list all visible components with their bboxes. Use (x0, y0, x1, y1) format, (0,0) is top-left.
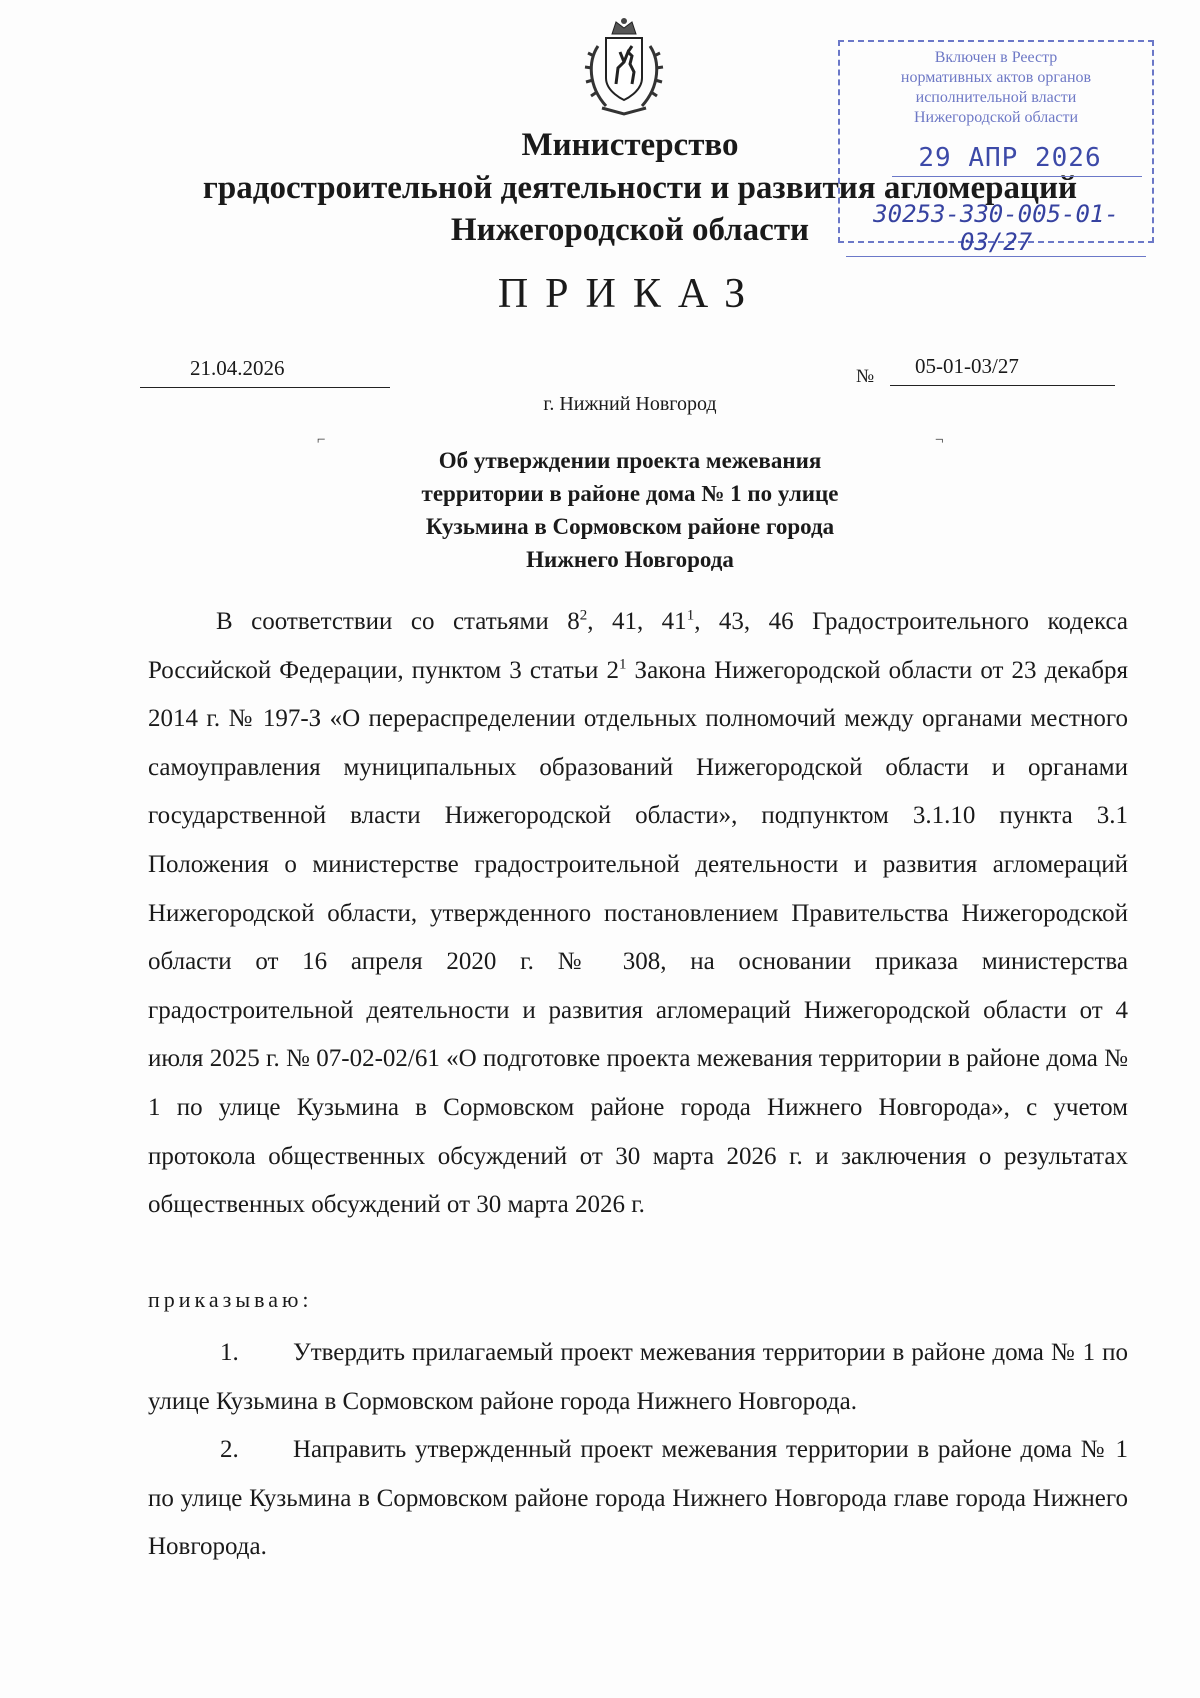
document-type-heading: ПРИКАЗ (497, 271, 763, 317)
order-word: приказываю: (148, 1287, 313, 1312)
title-corner-right-icon: ¬ (935, 432, 944, 448)
number-underline (890, 385, 1115, 386)
ministry-name-line3: Нижегородской области (450, 212, 810, 248)
order-item (148, 1329, 1128, 1426)
document-date: 21.04.2026 (190, 356, 285, 380)
preamble-text: Закона Нижегородской области от 23 декабря 2014 г. № 197-З «О перераспределении отдельных полномочий между органами местного самоуправления муниципальных образований Нижегородской области и органами государственной власти Нижегородской области», подпунктом 3.1.10 пункта 3.1 Положения о министерстве градостроительной деятельности и развития агломераций Нижегородской области, утвержденного постановлением Правительства Нижегородской области от 16 апреля 2020 г. № 308, на основании приказа министерства градостроительной деятельности и развития агломераций Нижегородской области от 4 июля 2025 г. № 07-02-02/61 «О подготовке проекта межевания территории в районе дома № 1 по улице Кузьмина в Сормовском районе города Нижнего Новгорода», с учетом протокола общественных обсуждений от 30 марта 2026 г. и заключения о результатах общественных обсуждений от 30 марта 2026 г. (148, 656, 1128, 1219)
order-item-text: Утвердить прилагаемый проект межевания территории в районе дома № 1 по улице Кузьмина в Сормовском районе города Нижнего Новгорода. (148, 1339, 1128, 1415)
title-line: Об утверждении проекта межевания (438, 448, 822, 473)
order-item-text: Направить утвержденный проект межевания территории в районе дома № 1 по улице Кузьмина в Сормовском районе города Нижнего Новгорода главе города Нижнего Новгорода. (148, 1436, 1128, 1561)
coat-of-arms-icon (578, 16, 670, 120)
preamble-paragraph (148, 598, 1128, 1230)
stamp-line: нормативных актов органов (900, 69, 1092, 86)
date-underline (140, 387, 390, 388)
stamp-registration-number: 30253-330-005-01-03/27 (846, 200, 1146, 257)
stamp-line: исполнительной власти (915, 89, 1077, 106)
superscript: 1 (618, 656, 627, 673)
preamble-text: , 41, 41 (587, 608, 687, 635)
title-line: Нижнего Новгорода (526, 547, 734, 572)
document-city: г. Нижний Новгород (543, 393, 717, 415)
ministry-name-line1: Министерство (521, 127, 739, 163)
superscript: 1 (686, 607, 695, 624)
document-number: 05-01-03/27 (915, 354, 1019, 378)
number-sign: № (856, 366, 875, 387)
order-item (148, 1426, 1128, 1572)
order-item-number: 2. (220, 1436, 239, 1463)
stamp-line: Нижегородской области (913, 109, 1078, 126)
stamp-divider (892, 176, 1142, 177)
title-line: территории в районе дома № 1 по улице (421, 481, 839, 506)
preamble-text: , 43, 46 Градостроительного кодекса Российской Федерации, пунктом 3 статьи 2 (148, 608, 1128, 684)
registry-stamp (838, 40, 1154, 256)
document-title (330, 444, 930, 576)
stamp-date: 29 АПР 2026 (918, 143, 1102, 173)
superscript: 2 (579, 607, 588, 624)
preamble-text: В соответствии со статьями 8 (216, 608, 580, 635)
title-corner-left-icon: ⌐ (317, 432, 326, 448)
order-item-number: 1. (220, 1339, 239, 1366)
title-line: Кузьмина в Сормовском районе города (425, 514, 835, 539)
ministry-name-line2: градостроительной деятельности и развития агломераций (202, 170, 1078, 206)
stamp-line: Включен в Реестр (934, 49, 1058, 66)
